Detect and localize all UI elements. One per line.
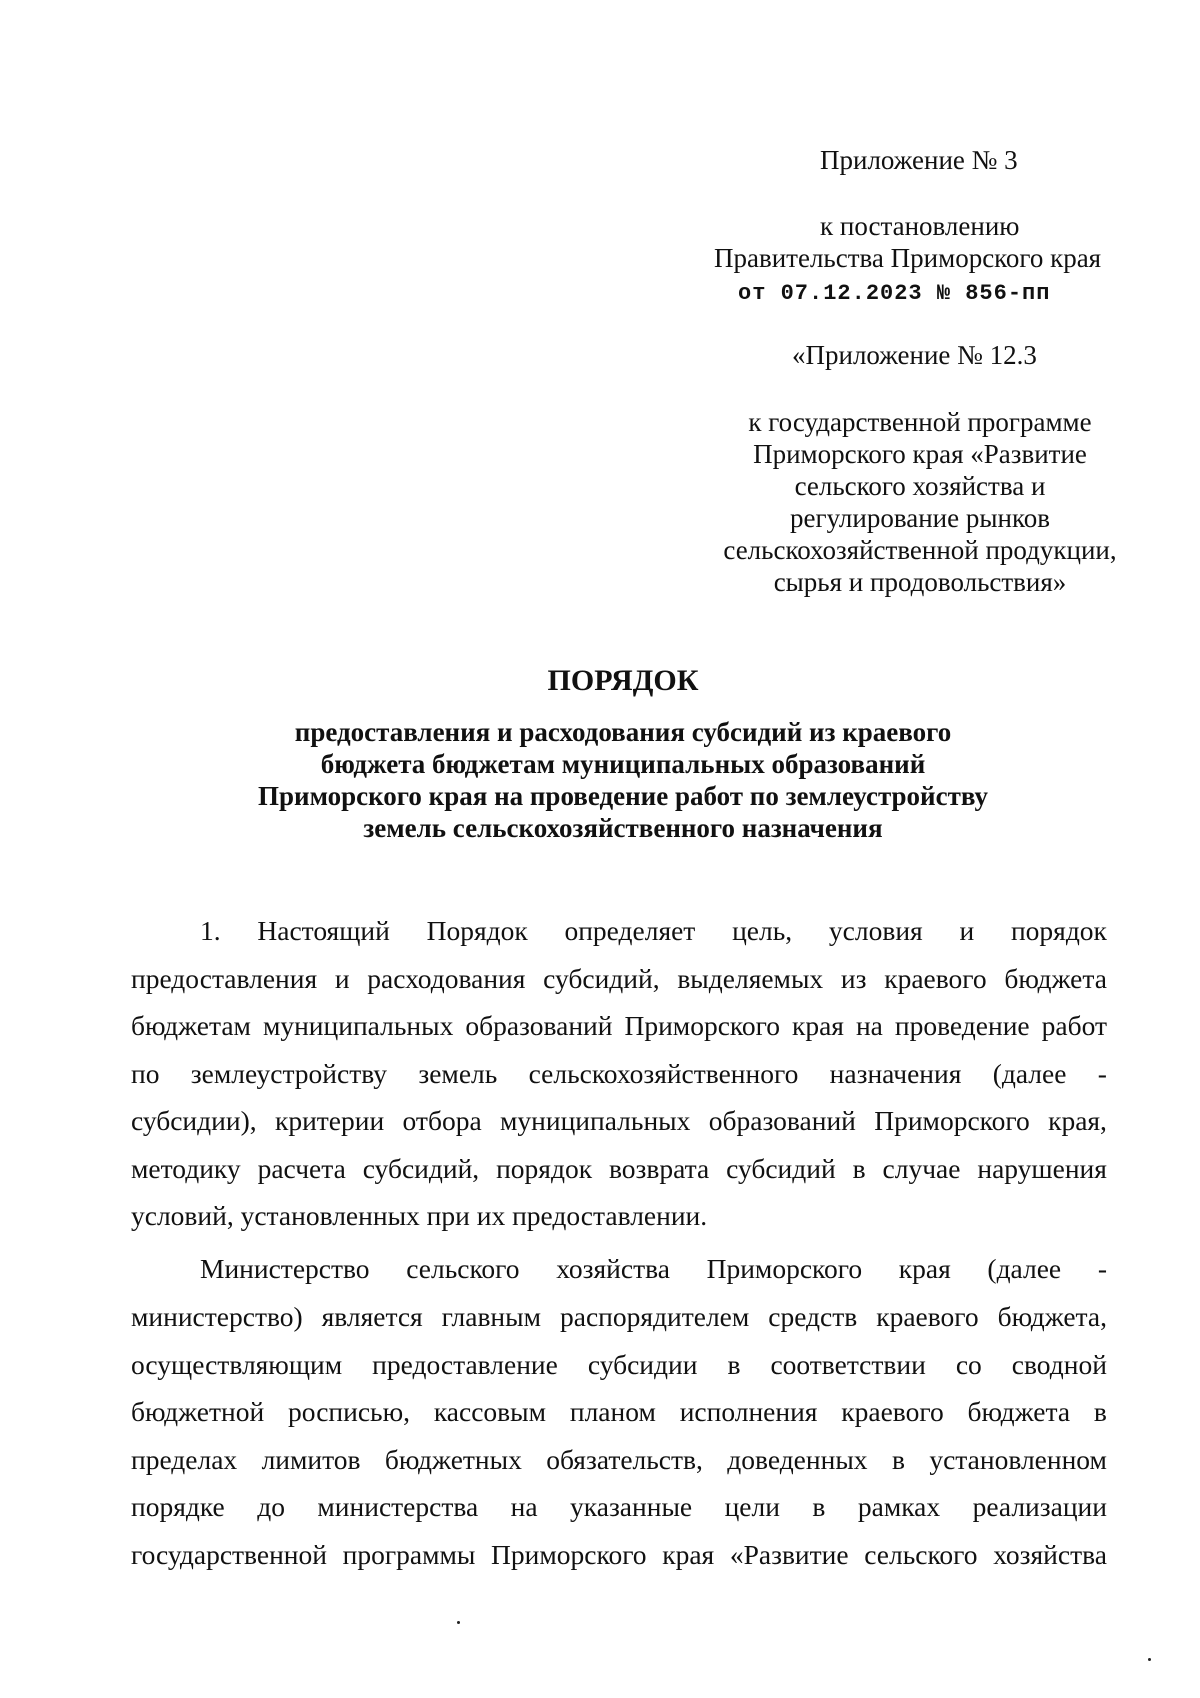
- body-word: пределах: [131, 1444, 238, 1475]
- body-word: соответствии: [770, 1349, 926, 1380]
- body-word: края,: [1048, 1105, 1107, 1136]
- body-line: [131, 1351, 1107, 1379]
- body-word: со: [955, 1349, 982, 1380]
- body-word: в: [812, 1491, 826, 1522]
- body-word: бюджетной: [131, 1396, 265, 1427]
- body-word: бюджета,: [997, 1301, 1107, 1332]
- body-word: кассовым: [433, 1396, 547, 1427]
- body-word: лимитов: [261, 1444, 361, 1475]
- body-word: назначения: [829, 1058, 962, 1089]
- body-word: Приморского: [874, 1105, 1030, 1136]
- subtitle-line: бюджета бюджетам муниципальных образований: [320, 749, 926, 779]
- body-word: сводной: [1011, 1349, 1107, 1380]
- body-word: расходования: [367, 963, 526, 994]
- body-word: рамках: [857, 1491, 941, 1522]
- subtitle-line: предоставления и расходования субсидий из краевого: [294, 717, 952, 747]
- body-word: сельского: [864, 1539, 978, 1570]
- body-word: порядок: [1010, 915, 1107, 946]
- body-word: края: [662, 1539, 715, 1570]
- body-word: в: [852, 1153, 866, 1184]
- sub-appendix-number: «Приложение № 12.3: [792, 340, 1037, 370]
- body-line: [131, 1541, 1107, 1569]
- body-word: землеустройству: [190, 1058, 388, 1089]
- body-word: земель: [418, 1058, 498, 1089]
- body-word: субсидий,: [543, 963, 660, 994]
- body-word: обязательств,: [546, 1444, 703, 1475]
- body-word: хозяйства: [556, 1253, 670, 1284]
- sub-appendix-line: Приморского края «Развитие: [753, 439, 1087, 469]
- body-line: [131, 1446, 1107, 1474]
- body-word: краевого: [841, 1396, 944, 1427]
- body-word: образований: [708, 1105, 856, 1136]
- body-word: на: [510, 1491, 538, 1522]
- body-word: края: [791, 1010, 844, 1041]
- body-word: порядке: [131, 1491, 225, 1522]
- body-word: распорядителем: [560, 1301, 750, 1332]
- body-word: (далее: [992, 1058, 1067, 1089]
- body-word: бюджета: [967, 1396, 1071, 1427]
- government-name: Правительства Приморского края: [714, 243, 1102, 273]
- scan-speck: [1148, 1658, 1151, 1661]
- appendix-number: Приложение № 3: [820, 145, 1018, 175]
- body-word: возврата: [608, 1153, 710, 1184]
- resolution-stamp: от 07.12.2023 № 856-пп: [738, 281, 1051, 306]
- body-line: [131, 1060, 1107, 1088]
- resolution-reference: к постановлению: [820, 211, 1020, 241]
- body-line: [131, 1398, 1107, 1426]
- document-title: ПОРЯДОК: [547, 664, 699, 697]
- body-word: установленном: [929, 1444, 1107, 1475]
- body-word: средств: [768, 1301, 858, 1332]
- body-word: -: [1097, 1058, 1107, 1089]
- sub-appendix-line: сельскохозяйственной продукции,: [723, 535, 1117, 565]
- body-word: субсидий: [726, 1153, 836, 1184]
- body-word: и: [334, 963, 350, 994]
- body-line: [200, 1255, 1107, 1283]
- body-word: проведение: [894, 1010, 1030, 1041]
- body-word: бюджетных: [384, 1444, 522, 1475]
- body-word: определяет: [564, 915, 696, 946]
- body-word: выделяемых: [677, 963, 824, 994]
- body-line: [131, 1107, 1107, 1135]
- body-word: Настоящий: [257, 915, 390, 946]
- body-word: нарушения: [977, 1153, 1107, 1184]
- body-line: [131, 1012, 1107, 1040]
- sub-appendix-line: регулирование рынков: [790, 503, 1050, 533]
- body-line: условий, установленных при их предоставлении.: [131, 1200, 708, 1231]
- body-word: до: [257, 1491, 285, 1522]
- body-word: Приморского: [624, 1010, 780, 1041]
- body-word: Приморского: [491, 1539, 647, 1570]
- body-word: на: [855, 1010, 883, 1041]
- subtitle-line: Приморского края на проведение работ по землеустройству: [257, 781, 989, 811]
- body-word: критерии: [274, 1105, 385, 1136]
- body-word: случае: [882, 1153, 961, 1184]
- body-word: «Развитие: [729, 1539, 849, 1570]
- sub-appendix-line: сырья и продовольствия»: [773, 567, 1067, 597]
- body-word: муниципальных: [262, 1010, 454, 1041]
- body-word: бюджетам: [131, 1010, 251, 1041]
- body-word: является: [321, 1301, 423, 1332]
- body-line: [131, 965, 1107, 993]
- body-word: предоставление: [372, 1349, 558, 1380]
- body-word: росписью,: [288, 1396, 411, 1427]
- body-line: [131, 1303, 1107, 1331]
- body-word: бюджета: [1004, 963, 1107, 994]
- body-word: цели: [724, 1491, 780, 1522]
- subtitle-line: земель сельскохозяйственного назначения: [363, 813, 883, 843]
- body-word: субсидии: [587, 1349, 698, 1380]
- body-word: осуществляющим: [131, 1349, 343, 1380]
- body-word: Министерство: [200, 1253, 370, 1284]
- body-word: -: [1097, 1253, 1107, 1284]
- scan-speck: [457, 1621, 460, 1624]
- body-word: муниципальных: [500, 1105, 691, 1136]
- body-word: реализации: [972, 1491, 1107, 1522]
- sub-appendix-line: к государственной программе: [748, 407, 1092, 437]
- sub-appendix-line: сельского хозяйства и: [794, 471, 1046, 501]
- body-word: в: [727, 1349, 741, 1380]
- body-word: программы: [342, 1539, 476, 1570]
- body-word: края: [898, 1253, 951, 1284]
- body-word: предоставления: [131, 963, 318, 994]
- body-word: указанные: [570, 1491, 693, 1522]
- body-word: Порядок: [426, 915, 528, 946]
- body-line: [131, 1493, 1107, 1521]
- body-word: хозяйства: [993, 1539, 1107, 1570]
- body-word: субсидий,: [362, 1153, 480, 1184]
- body-word: министерство): [131, 1301, 303, 1332]
- body-word: цель,: [732, 915, 793, 946]
- body-word: методику: [131, 1153, 241, 1184]
- body-word: 1.: [200, 915, 221, 946]
- body-word: главным: [441, 1301, 542, 1332]
- body-word: доведенных: [727, 1444, 868, 1475]
- body-word: по: [131, 1058, 160, 1089]
- body-word: в: [891, 1444, 905, 1475]
- body-word: порядок: [496, 1153, 593, 1184]
- body-word: сельского: [406, 1253, 520, 1284]
- body-word: исполнения: [679, 1396, 818, 1427]
- body-word: образований: [465, 1010, 613, 1041]
- body-word: отбора: [402, 1105, 482, 1136]
- body-word: краевого: [876, 1301, 979, 1332]
- body-word: расчета: [257, 1153, 346, 1184]
- body-word: министерства: [317, 1491, 479, 1522]
- body-word: (далее: [987, 1253, 1062, 1284]
- body-word: условия: [828, 915, 923, 946]
- body-word: планом: [569, 1396, 656, 1427]
- body-word: из: [840, 963, 867, 994]
- body-word: сельскохозяйственного: [528, 1058, 799, 1089]
- body-word: работ: [1041, 1010, 1107, 1041]
- body-line: [200, 917, 1107, 945]
- body-word: субсидии),: [131, 1105, 257, 1136]
- body-word: государственной: [131, 1539, 327, 1570]
- body-word: Приморского: [706, 1253, 863, 1284]
- body-word: и: [959, 915, 975, 946]
- body-word: краевого: [884, 963, 987, 994]
- body-word: в: [1093, 1396, 1107, 1427]
- body-line: [131, 1155, 1107, 1183]
